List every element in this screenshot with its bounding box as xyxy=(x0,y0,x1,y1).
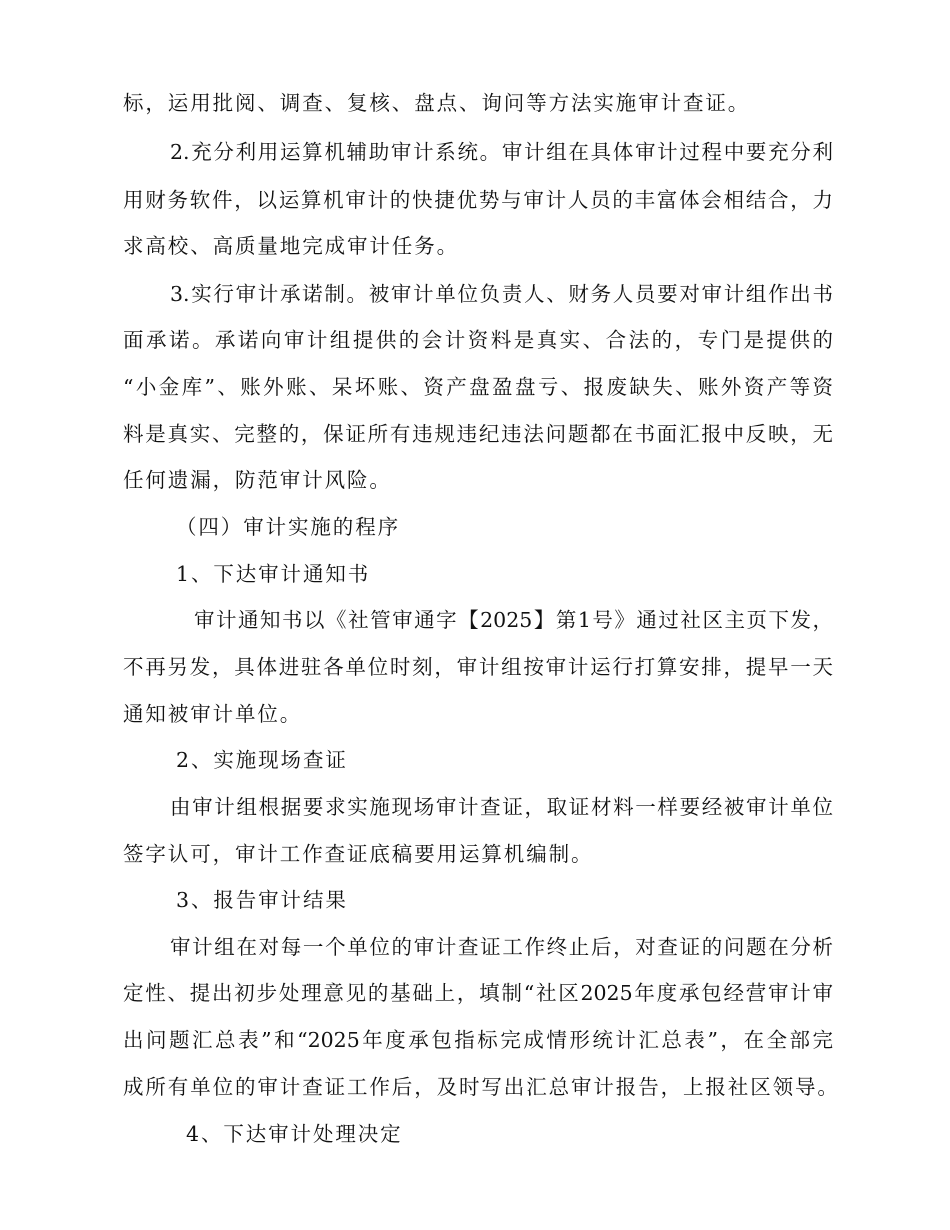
paragraph-line: “小金库”、账外账、呆坏账、资产盘盈盘亏、报废缺失、账外资产等资 xyxy=(123,375,833,399)
paragraph-line: 成所有单位的审计查证工作后，及时写出汇总审计报告，上报社区领导。 xyxy=(123,1075,840,1099)
paragraph-line: 不再另发，具体进驻各单位时刻，审计组按审计运行打算安排，提早一天 xyxy=(123,655,833,679)
paragraph-line: 料是真实、完整的，保证所有违规违纪违法问题都在书面汇报中反映，无 xyxy=(123,422,833,446)
subsection-heading: 3、报告审计结果 xyxy=(176,888,348,912)
subsection-heading: 2、实施现场查证 xyxy=(176,748,348,772)
subsection-heading: 1、下达审计通知书 xyxy=(176,562,371,586)
paragraph-line: 出问题汇总表”和“2025年度承包指标完成情形统计汇总表”，在全部完 xyxy=(123,1028,833,1052)
paragraph-line: 求高校、高质量地完成审计任务。 xyxy=(123,234,459,258)
paragraph-line: 标，运用批阅、调查、复核、盘点、询问等方法实施审计查证。 xyxy=(123,91,751,115)
paragraph-line: 审计通知书以《社管审通字【2025】第1号》通过社区主页下发， xyxy=(194,608,833,632)
paragraph-line: 签字认可，审计工作查证底稿要用运算机编制。 xyxy=(123,842,594,866)
paragraph-line: 任何遗漏，防范审计风险。 xyxy=(123,468,392,492)
paragraph-line: 通知被审计单位。 xyxy=(123,702,303,726)
paragraph-line: 2.充分利用运算机辅助审计系统。审计组在具体审计过程中要充分利 xyxy=(170,140,833,164)
paragraph-line: 由审计组根据要求实施现场审计查证，取证材料一样要经被审计单位 xyxy=(170,795,833,819)
paragraph-line: 面承诺。承诺向审计组提供的会计资料是真实、合法的，专门是提供的 xyxy=(123,328,833,352)
paragraph-line: 用财务软件，以运算机审计的快捷优势与审计人员的丰富体会相结合，力 xyxy=(123,188,833,212)
section-heading: （四）审计实施的程序 xyxy=(176,515,400,539)
paragraph-line: 定性、提出初步处理意见的基础上，填制“社区2025年度承包经营审计审 xyxy=(123,981,833,1005)
paragraph-line: 审计组在对每一个单位的审计查证工作终止后，对查证的问题在分析 xyxy=(170,935,833,959)
subsection-heading: 4、下达审计处理决定 xyxy=(186,1122,403,1146)
paragraph-line: 3.实行审计承诺制。被审计单位负责人、财务人员要对审计组作出书 xyxy=(170,282,833,306)
